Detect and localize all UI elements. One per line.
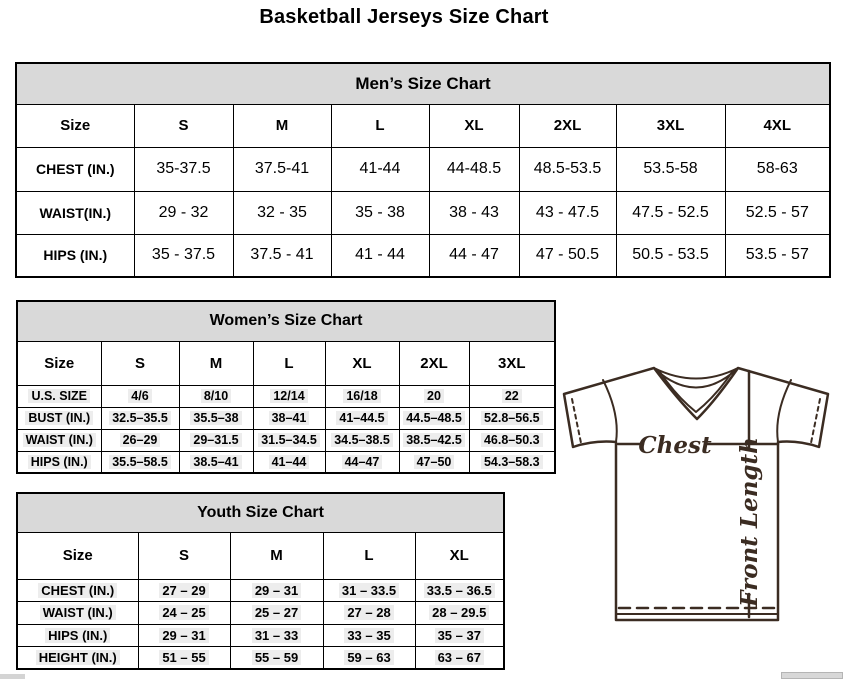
womens-value-cell: 8/10 (179, 385, 253, 407)
womens-value-cell: 29–31.5 (179, 429, 253, 451)
youth-row-label: WAIST (IN.) (17, 601, 138, 624)
scrollbar-fragment-right[interactable] (781, 672, 843, 679)
mens-value-cell: 44-48.5 (429, 147, 519, 191)
womens-table-row (17, 429, 555, 451)
youth-value-cell: 33.5 – 36.5 (415, 579, 504, 601)
womens-value-cell: 26–29 (101, 429, 179, 451)
womens-row-label: WAIST (IN.) (17, 429, 101, 451)
mens-value-cell: 41-44 (331, 147, 429, 191)
mens-header-cell: 4XL (725, 104, 830, 147)
womens-value-cell: 4/6 (101, 385, 179, 407)
womens-value-cell: 38–41 (253, 407, 325, 429)
youth-value-cell: 63 – 67 (415, 646, 504, 669)
youth-value-cell: 25 – 27 (230, 601, 323, 624)
mens-table-row (16, 191, 830, 234)
mens-value-cell: 37.5 - 41 (233, 234, 331, 277)
youth-table-row (17, 579, 504, 601)
youth-row-label: HIPS (IN.) (17, 624, 138, 646)
womens-caption: Women’s Size Chart (17, 301, 555, 341)
youth-table-row (17, 646, 504, 669)
youth-value-cell: 27 – 29 (138, 579, 230, 601)
youth-header-cell: XL (415, 532, 504, 579)
womens-header-cell: 3XL (469, 341, 555, 385)
womens-value-cell: 52.8–56.5 (469, 407, 555, 429)
youth-row-label: HEIGHT (IN.) (17, 646, 138, 669)
mens-value-cell: 47.5 - 52.5 (616, 191, 725, 234)
mens-value-cell: 37.5-41 (233, 147, 331, 191)
mens-value-cell: 43 - 47.5 (519, 191, 616, 234)
womens-value-cell: 41–44 (253, 451, 325, 473)
womens-value-cell: 46.8–50.3 (469, 429, 555, 451)
mens-row-label: WAIST(IN.) (16, 191, 134, 234)
womens-value-cell: 38.5–41 (179, 451, 253, 473)
mens-header-cell: M (233, 104, 331, 147)
womens-value-cell: 44–47 (325, 451, 399, 473)
womens-header-cell: 2XL (399, 341, 469, 385)
mens-row-label: HIPS (IN.) (16, 234, 134, 277)
womens-value-cell: 34.5–38.5 (325, 429, 399, 451)
youth-row-label: CHEST (IN.) (17, 579, 138, 601)
womens-value-cell: 35.5–58.5 (101, 451, 179, 473)
youth-header-cell: S (138, 532, 230, 579)
youth-value-cell: 31 – 33 (230, 624, 323, 646)
youth-caption: Youth Size Chart (17, 493, 504, 532)
mens-row-label: CHEST (IN.) (16, 147, 134, 191)
womens-value-cell: 12/14 (253, 385, 325, 407)
mens-header-cell: XL (429, 104, 519, 147)
womens-value-cell: 31.5–34.5 (253, 429, 325, 451)
womens-size-table (16, 300, 554, 472)
youth-value-cell: 55 – 59 (230, 646, 323, 669)
mens-value-cell: 53.5 - 57 (725, 234, 830, 277)
womens-header-cell: XL (325, 341, 399, 385)
youth-value-cell: 51 – 55 (138, 646, 230, 669)
womens-table-row (17, 407, 555, 429)
scrollbar-fragment-left[interactable] (0, 674, 25, 679)
mens-value-cell: 29 - 32 (134, 191, 233, 234)
womens-value-cell: 54.3–58.3 (469, 451, 555, 473)
womens-value-cell: 47–50 (399, 451, 469, 473)
mens-value-cell: 48.5-53.5 (519, 147, 616, 191)
youth-value-cell: 33 – 35 (323, 624, 415, 646)
mens-header-cell: 2XL (519, 104, 616, 147)
womens-value-cell: 35.5–38 (179, 407, 253, 429)
mens-value-cell: 35-37.5 (134, 147, 233, 191)
jersey-outline (564, 368, 828, 620)
youth-header-cell: Size (17, 532, 138, 579)
womens-table-row (17, 385, 555, 407)
mens-value-cell: 47 - 50.5 (519, 234, 616, 277)
youth-value-cell: 29 – 31 (138, 624, 230, 646)
mens-table-row (16, 234, 830, 277)
youth-value-cell: 31 – 33.5 (323, 579, 415, 601)
youth-value-cell: 29 – 31 (230, 579, 323, 601)
womens-header-cell: M (179, 341, 253, 385)
mens-value-cell: 32 - 35 (233, 191, 331, 234)
mens-value-cell: 35 - 37.5 (134, 234, 233, 277)
jersey-measurement-diagram (556, 356, 838, 626)
womens-value-cell: 44.5–48.5 (399, 407, 469, 429)
mens-value-cell: 50.5 - 53.5 (616, 234, 725, 277)
womens-value-cell: 32.5–35.5 (101, 407, 179, 429)
youth-value-cell: 59 – 63 (323, 646, 415, 669)
youth-header-cell: M (230, 532, 323, 579)
womens-value-cell: 16/18 (325, 385, 399, 407)
youth-value-cell: 28 – 29.5 (415, 601, 504, 624)
womens-row-label: U.S. SIZE (17, 385, 101, 407)
mens-value-cell: 52.5 - 57 (725, 191, 830, 234)
womens-row-label: BUST (IN.) (17, 407, 101, 429)
womens-header-cell: Size (17, 341, 101, 385)
mens-header-cell: L (331, 104, 429, 147)
womens-value-cell: 20 (399, 385, 469, 407)
mens-header-cell: Size (16, 104, 134, 147)
youth-value-cell: 35 – 37 (415, 624, 504, 646)
womens-value-cell: 22 (469, 385, 555, 407)
mens-size-table (15, 62, 829, 276)
mens-value-cell: 35 - 38 (331, 191, 429, 234)
womens-header-cell: S (101, 341, 179, 385)
womens-table-row (17, 451, 555, 473)
youth-value-cell: 24 – 25 (138, 601, 230, 624)
mens-header-cell: S (134, 104, 233, 147)
youth-header-cell: L (323, 532, 415, 579)
mens-value-cell: 38 - 43 (429, 191, 519, 234)
mens-value-cell: 58-63 (725, 147, 830, 191)
womens-header-cell: L (253, 341, 325, 385)
youth-table-row (17, 601, 504, 624)
mens-header-cell: 3XL (616, 104, 725, 147)
mens-table-row (16, 147, 830, 191)
mens-value-cell: 41 - 44 (331, 234, 429, 277)
mens-caption: Men’s Size Chart (16, 63, 830, 104)
womens-value-cell: 38.5–42.5 (399, 429, 469, 451)
chest-label: Chest (638, 432, 712, 459)
youth-value-cell: 27 – 28 (323, 601, 415, 624)
mens-value-cell: 53.5-58 (616, 147, 725, 191)
youth-table-row (17, 624, 504, 646)
page-title: Basketball Jerseys Size Chart (259, 6, 549, 28)
youth-size-table (16, 492, 503, 668)
womens-row-label: HIPS (IN.) (17, 451, 101, 473)
mens-value-cell: 44 - 47 (429, 234, 519, 277)
front-length-label: Front Length (736, 437, 763, 607)
womens-value-cell: 41–44.5 (325, 407, 399, 429)
